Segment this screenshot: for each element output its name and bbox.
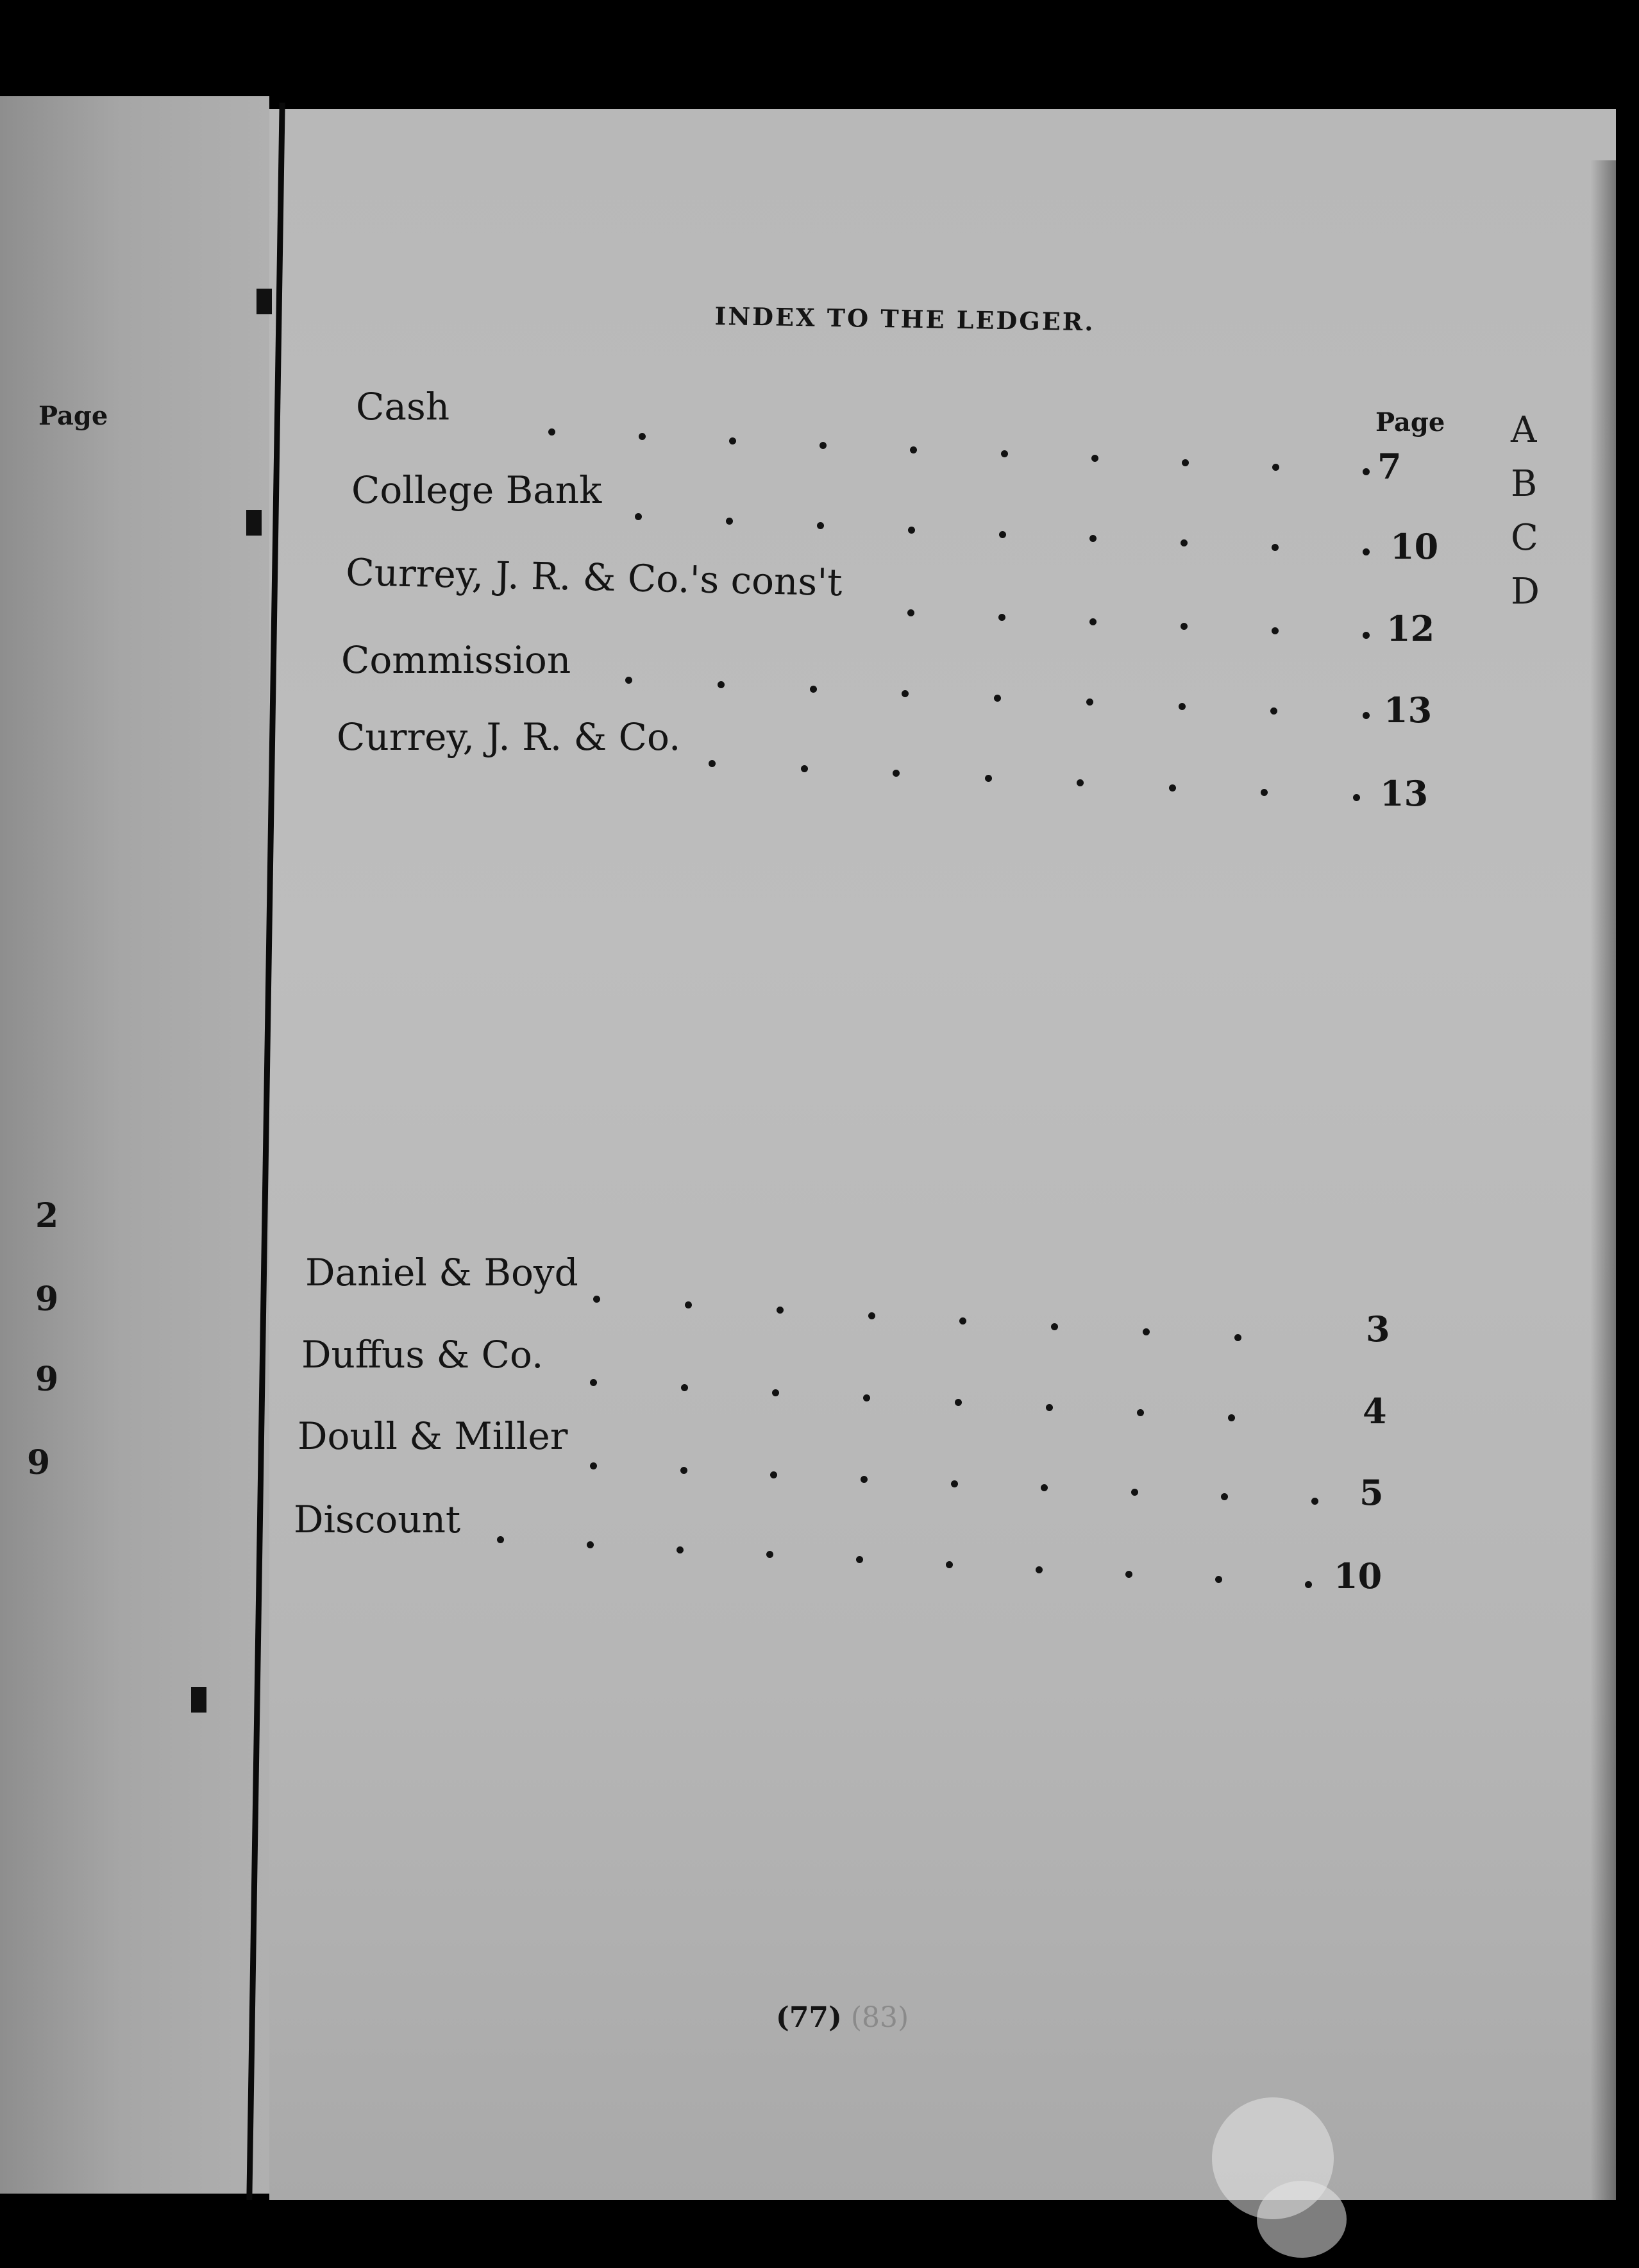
left-margin-number: 2 <box>35 1196 59 1235</box>
leader-dot <box>590 1462 597 1469</box>
left-margin-number: 9 <box>35 1280 59 1319</box>
entry-page-number: 4 <box>1363 1391 1387 1432</box>
leader-dot <box>1089 618 1097 625</box>
entry-page-number: 10 <box>1390 526 1439 567</box>
folio-number: (77) <box>776 2001 842 2034</box>
leader-dot <box>625 677 632 684</box>
leader-dot <box>1036 1566 1043 1573</box>
letter-tab-c: C <box>1511 517 1538 559</box>
leader-dot <box>1046 1404 1053 1411</box>
entry-name: Doull & Miller <box>298 1414 568 1458</box>
leader-dot <box>680 1467 687 1474</box>
leader-dot <box>985 775 992 782</box>
leader-dot <box>1363 712 1370 719</box>
leader-dot <box>1181 623 1188 630</box>
entry-page-number: 13 <box>1380 773 1429 814</box>
letter-tab-d: D <box>1511 571 1540 613</box>
folio-show-through: (83) <box>850 2001 909 2034</box>
leader-dot <box>801 765 808 772</box>
letter-tab-b: B <box>1511 463 1538 505</box>
leader-dot <box>817 522 824 529</box>
leader-dot <box>1169 784 1176 791</box>
page-title: INDEX TO THE LEDGER. <box>714 301 1095 337</box>
leader-dot <box>955 1399 962 1406</box>
right-page-label: Page <box>1375 407 1445 437</box>
entry-name: Discount <box>294 1498 461 1541</box>
leader-dot <box>639 433 646 440</box>
leader-dot <box>861 1476 868 1483</box>
leader-dot <box>1131 1489 1138 1496</box>
page-edge-shadow <box>1590 160 1629 2200</box>
leader-dot <box>1363 632 1370 639</box>
leader-dot <box>677 1546 684 1553</box>
leader-dot <box>593 1296 600 1303</box>
leader-dot <box>729 437 736 444</box>
leader-dot <box>1234 1334 1241 1341</box>
leader-dot <box>718 681 725 688</box>
leader-dot <box>1001 450 1008 457</box>
left-page-label: Page <box>38 401 108 431</box>
leader-dot <box>1363 548 1370 555</box>
leader-dot <box>590 1379 597 1386</box>
entry-page-number: 7 <box>1377 446 1402 487</box>
entry-name: College Bank <box>351 468 602 512</box>
entry-name: Currey, J. R. & Co.'s cons't <box>345 550 843 605</box>
leader-dot <box>910 446 917 453</box>
leader-dot <box>1311 1498 1318 1505</box>
leader-dot <box>1091 455 1098 462</box>
leader-dot <box>908 527 915 534</box>
leader-dot <box>1363 468 1370 475</box>
leader-dot <box>902 690 909 697</box>
left-margin-number: 9 <box>27 1443 51 1482</box>
leader-dot <box>810 686 817 693</box>
leader-dot <box>994 695 1001 702</box>
leader-dot <box>726 518 733 525</box>
left-margin-number: 9 <box>35 1360 59 1399</box>
leader-dot <box>1182 459 1189 466</box>
binding-tab <box>246 510 262 536</box>
leader-dot <box>951 1480 958 1487</box>
entry-page-number: 10 <box>1334 1555 1383 1596</box>
leader-dot <box>999 531 1006 538</box>
binding-tab <box>191 1687 206 1713</box>
entry-name: Currey, J. R. & Co. <box>337 715 681 759</box>
leader-dot <box>497 1536 504 1543</box>
leader-dot <box>548 428 555 436</box>
leader-dot <box>770 1471 777 1478</box>
entry-page-number: 3 <box>1366 1308 1390 1350</box>
leader-dot <box>820 442 827 449</box>
leader-dot <box>1228 1414 1235 1421</box>
leader-dot <box>685 1301 692 1308</box>
entry-name: Commission <box>341 638 571 682</box>
leader-dot <box>998 614 1005 621</box>
page-folio <box>776 2001 909 2034</box>
letter-tab-a: A <box>1511 409 1537 451</box>
leader-dot <box>1272 627 1279 634</box>
leader-dot <box>777 1307 784 1314</box>
entry-name: Cash <box>356 385 450 428</box>
leader-dot <box>587 1541 594 1548</box>
leader-dot <box>772 1389 779 1396</box>
leader-dot <box>946 1561 953 1568</box>
leader-dot <box>1137 1409 1144 1416</box>
leader-dot <box>1305 1581 1312 1588</box>
entry-name: Daniel & Boyd <box>305 1251 578 1294</box>
leader-dot <box>1272 464 1279 471</box>
leader-dot <box>1353 794 1360 801</box>
leader-dot <box>635 513 642 520</box>
paper-stain <box>1257 2181 1347 2258</box>
leader-dot <box>709 760 716 767</box>
leader-dot <box>907 609 914 616</box>
entry-name: Duffus & Co. <box>301 1333 544 1376</box>
entry-page-number: 12 <box>1386 608 1435 649</box>
leader-dot <box>868 1312 875 1319</box>
leader-dot <box>1179 703 1186 710</box>
leader-dot <box>863 1394 870 1401</box>
leader-dot <box>681 1384 688 1391</box>
entry-page-number: 5 <box>1359 1472 1384 1513</box>
entry-page-number: 13 <box>1384 690 1433 731</box>
binding-tab <box>256 289 272 314</box>
